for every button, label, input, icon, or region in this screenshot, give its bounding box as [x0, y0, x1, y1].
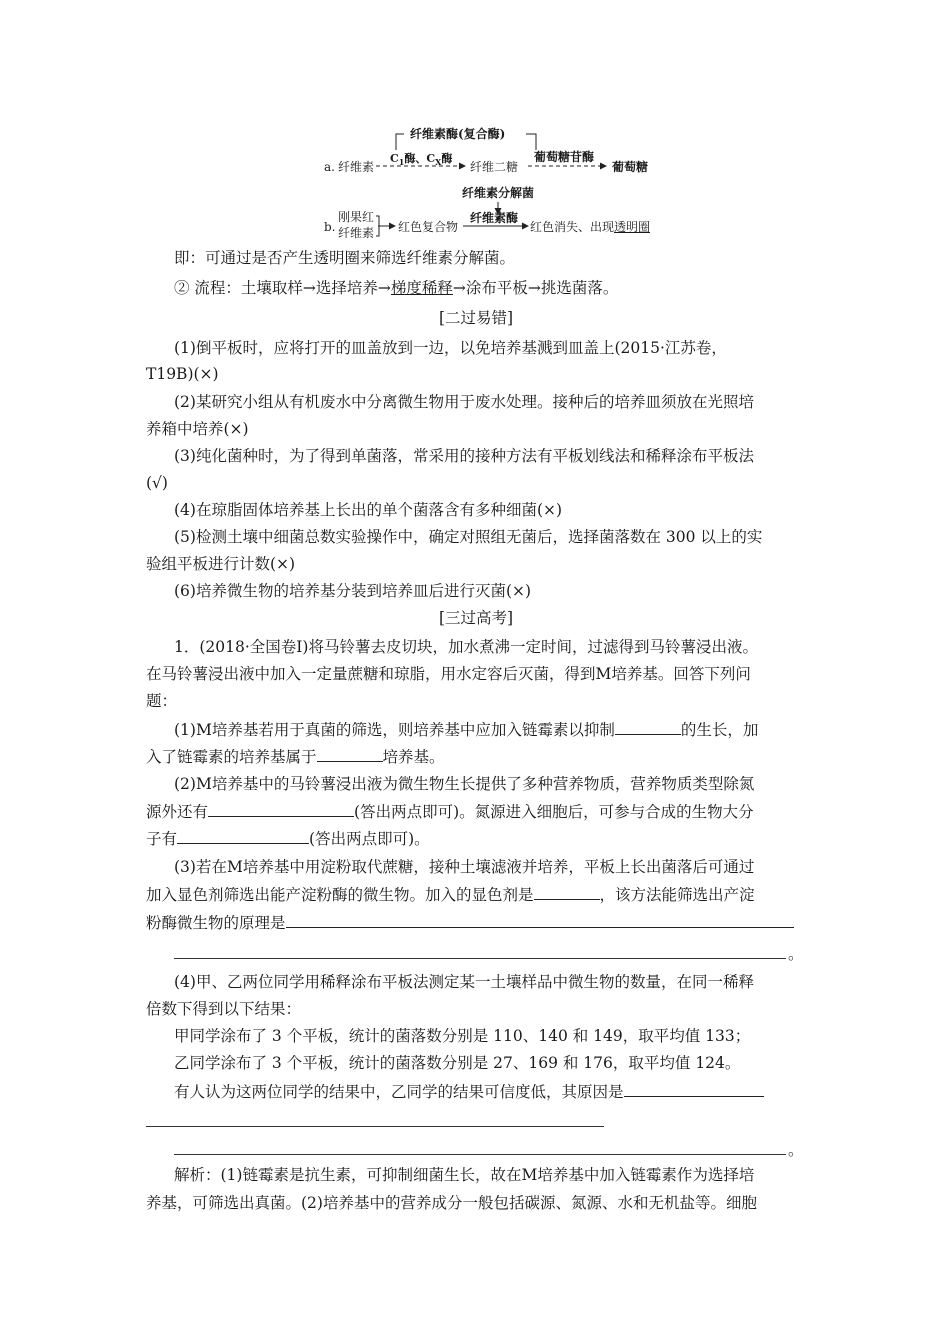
- diagram-top-label: 纤维素酶(复合酶): [410, 127, 506, 141]
- section-heading: [三过高考]: [438, 609, 514, 627]
- answer-blank[interactable]: [177, 828, 309, 844]
- diagram-b-start-2: 纤维素: [338, 226, 375, 240]
- text-line: 甲同学涂布了 3 个平板，统计的菌落数分别是 110、140 和 149，取平均值 133；: [174, 1027, 751, 1045]
- text-line: 源外还有 (答出两点即可)。氮源进入细胞后，可参与合成的生物大分: [146, 803, 754, 821]
- text-line: 养基，可筛选出真菌。(2)培养基中的营养成分一般包括碳源、氮源、水和无机盐等。细胞: [146, 1194, 757, 1212]
- diagram-a-enzyme3: 葡萄糖苷酶: [534, 150, 595, 164]
- diagram-b-source: 纤维素分解菌: [462, 186, 535, 200]
- diagram-b-mid: 红色复合物: [398, 220, 459, 234]
- text-line: 倍数下得到以下结果：: [146, 1000, 302, 1018]
- answer-blank[interactable]: [624, 1081, 764, 1097]
- text-line: 1．(2018·全国卷Ⅰ)将马铃薯去皮切块，加水煮沸一定时间，过滤得到马铃薯浸出液。: [174, 638, 758, 656]
- text-line: 在马铃薯浸出液中加入一定量蔗糖和琼脂，用水定容后灭菌，得到M培养基。回答下列问: [146, 665, 751, 683]
- text-line: 验组平板进行计数(×): [146, 555, 296, 573]
- text-line: (1)M培养基若用于真菌的筛选，则培养基中应加入链霉素以抑制 的生长，加: [174, 721, 759, 739]
- answer-line[interactable]: [146, 1126, 604, 1127]
- answer-blank[interactable]: [534, 884, 600, 900]
- text-line: 解析：(1)链霉素是抗生素，可抑制细菌生长，故在M培养基中加入链霉素作为选择培: [174, 1166, 755, 1184]
- text-line: 有人认为这两位同学的结果中，乙同学的结果可信度低，其原因是: [174, 1081, 834, 1102]
- process-line: ② 流程：土壤取样→选择培养→梯度稀释→涂布平板→挑选菌落。: [174, 279, 619, 297]
- text-line: (√): [146, 474, 168, 492]
- text-line: 养箱中培养(×): [146, 420, 249, 438]
- diagram-b-start-1: 刚果红: [338, 210, 375, 224]
- text-line: 子有 (答出两点即可)。: [146, 830, 430, 848]
- cellulose-diagram: [318, 118, 668, 243]
- text-line: 粉酶微生物的原理是: [146, 912, 806, 933]
- text-line: 乙同学涂布了 3 个平板，统计的菌落数分别是 27、169 和 176，取平均值 124。: [174, 1054, 741, 1072]
- text-line: (6)培养微生物的培养基分装到培养皿后进行灭菌(×): [174, 582, 532, 600]
- answer-blank[interactable]: [615, 719, 681, 735]
- diagram-a-mid: 纤维二糖: [470, 160, 519, 174]
- diagram-b-enzyme: 纤维素酶: [470, 211, 519, 225]
- text-line: 加入显色剂筛选出能产淀粉酶的微生物。加入的显色剂是 ，该方法能筛选出产淀: [146, 886, 755, 904]
- text-line: 即：可通过是否产生透明圈来筛选纤维素分解菌。: [174, 249, 516, 267]
- answer-blank[interactable]: [286, 912, 794, 928]
- text-line: 入了链霉素的培养基属于 培养基。: [146, 748, 445, 766]
- answer-blank[interactable]: [317, 746, 383, 762]
- text-line: (2)某研究小组从有机废水中分离微生物用于废水处理。接种后的培养皿须放在光照培: [174, 393, 754, 411]
- period: 。: [788, 1141, 804, 1159]
- answer-line[interactable]: [174, 1154, 786, 1155]
- diagram-b-label: b.: [324, 220, 336, 234]
- text-line: (1)倒平板时，应将打开的皿盖放到一边，以免培养基溅到皿盖上(2015·江苏卷，: [174, 339, 727, 357]
- text-line: (4)甲、乙两位同学用稀释涂布平板法测定某一土壤样品中微生物的数量，在同一稀释: [174, 973, 754, 991]
- text-line: T19B)(×): [146, 365, 219, 383]
- text-line: (2)M培养基中的马铃薯浸出液为微生物生长提供了多种营养物质，营养物质类型除氮: [174, 775, 755, 793]
- text-line: (5)检测土壤中细菌总数实验操作中，确定对照组无菌后，选择菌落数在 300 以上的实: [174, 528, 763, 546]
- diagram-a-start: 纤维素: [338, 160, 375, 174]
- answer-blank[interactable]: [208, 801, 354, 817]
- diagram-b-end: 红色消失、出现透明圈: [530, 220, 651, 234]
- text-line: (4)在琼脂固体培养基上长出的单个菌落含有多种细菌(×): [174, 501, 563, 519]
- answer-line[interactable]: [174, 958, 786, 959]
- section-heading: [二过易错]: [438, 309, 514, 327]
- diagram-a-label: a.: [324, 160, 335, 174]
- text-line: 题：: [146, 692, 178, 710]
- diagram-a-enzyme: $C_1$酶、$C_X$酶: [390, 152, 453, 168]
- diagram-a-end: 葡萄糖: [612, 160, 649, 174]
- text-line: (3)若在M培养基中用淀粉取代蔗糖，接种土壤滤液并培养，平板上长出菌落后可通过: [174, 858, 755, 876]
- period: 。: [788, 945, 804, 963]
- text-line: (3)纯化菌种时，为了得到单菌落，常采用的接种方法有平板划线法和稀释涂布平板法: [174, 447, 754, 465]
